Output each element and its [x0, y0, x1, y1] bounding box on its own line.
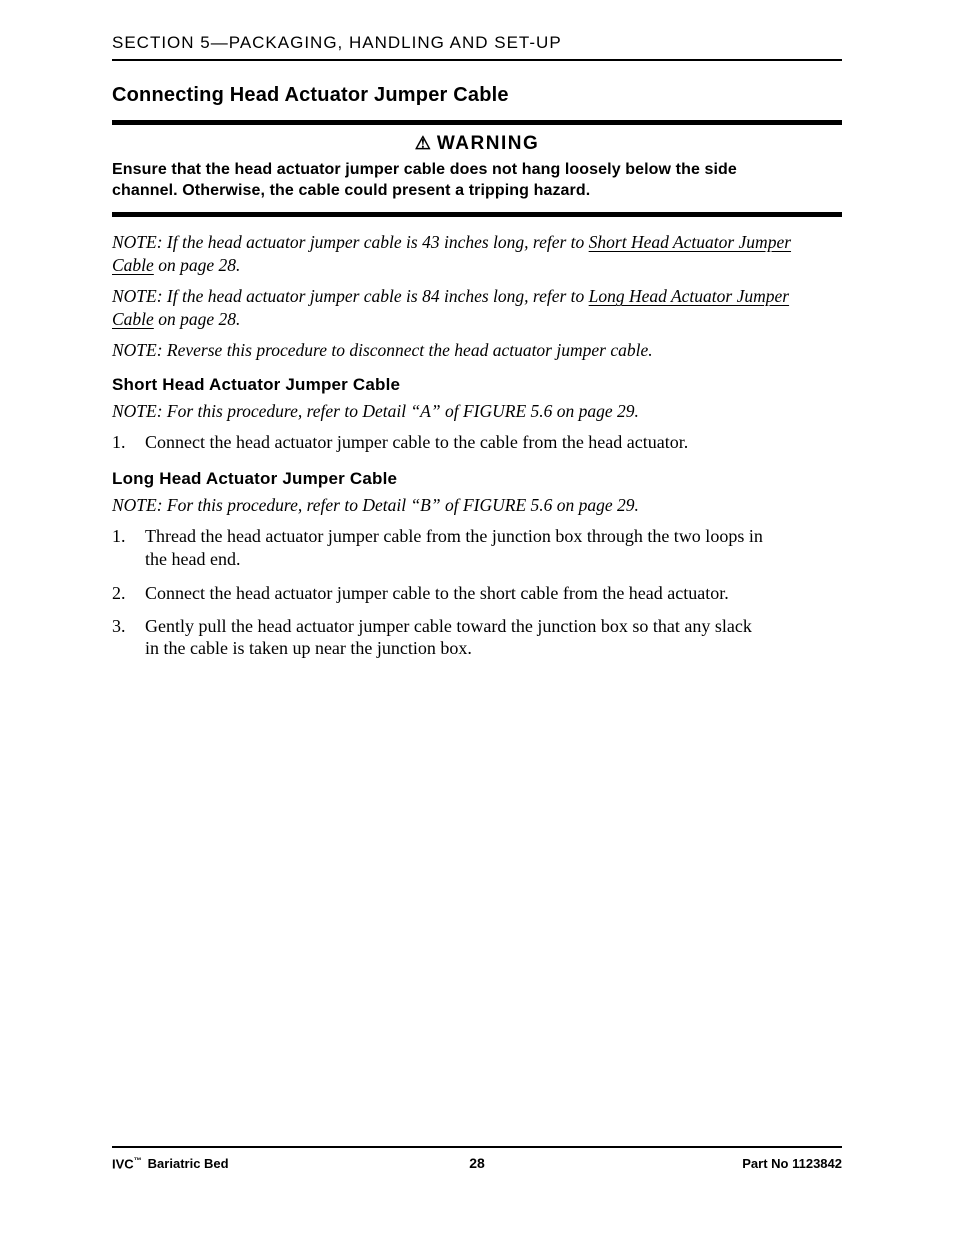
- cross-reference-link-long[interactable]: Long Head Actuator Jumper: [588, 286, 790, 306]
- item-text: Gently pull the head actuator jumper cable toward the junction box so that any slack in the cable is taken up near the junction box.: [145, 615, 752, 658]
- list-item: [112, 582, 842, 605]
- trademark-symbol: ™: [133, 1155, 142, 1165]
- note-short-cable-reference: NOTE: If the head actuator jumper cable is 43 inches long, refer to Short Head Actuator Jumper Cable on page 28.: [112, 232, 792, 275]
- footer-page-number: 28: [469, 1155, 485, 1171]
- list-item: [112, 525, 842, 570]
- item-text: Connect the head actuator jumper cable to the cable from the head actuator.: [145, 432, 689, 452]
- note-reverse-procedure: NOTE: Reverse this procedure to disconnect the head actuator jumper cable.: [112, 340, 653, 360]
- item-text: Connect the head actuator jumper cable to the short cable from the head actuator.: [145, 583, 729, 603]
- warning-heading: [112, 131, 842, 156]
- section-heading-short: Short Head Actuator Jumper Cable: [112, 374, 401, 394]
- warning-triangle-icon: ⚠: [414, 133, 431, 153]
- item-number: 3.: [112, 615, 126, 636]
- page-footer: [112, 1146, 842, 1171]
- note-long-cable-reference: NOTE: If the head actuator jumper cable is 84 inches long, refer to Long Head Actuator Jumper Cable on page 28.: [112, 286, 790, 329]
- section-note-long: NOTE: For this procedure, refer to Detail “B” of FIGURE 5.6 on page 29.: [112, 494, 639, 515]
- footer-part-number: Part No 1123842: [742, 1156, 842, 1171]
- warning-box: [112, 120, 842, 217]
- footer-brand: IVC™ Bariatric Bed: [112, 1155, 229, 1171]
- warning-label: WARNING: [436, 133, 540, 154]
- list-item: [112, 615, 842, 660]
- list-item: [112, 431, 842, 454]
- cross-reference-link-short-cont[interactable]: Cable: [112, 254, 154, 275]
- page-title: Connecting Head Actuator Jumper Cable: [112, 84, 509, 106]
- item-number: 1.: [112, 526, 126, 546]
- item-text: Thread the head actuator jumper cable from the junction box through the two loops in the head end.: [145, 526, 763, 569]
- item-number: 1.: [112, 432, 126, 452]
- item-number: 2.: [112, 583, 126, 603]
- section-note-short: NOTE: For this procedure, refer to Detail “A” of FIGURE 5.6 on page 29.: [112, 400, 639, 421]
- section-heading-long: Long Head Actuator Jumper Cable: [112, 468, 398, 488]
- cross-reference-link-short[interactable]: Short Head Actuator Jumper: [588, 232, 792, 252]
- running-header: SECTION 5—PACKAGING, HANDLING AND SET-UP: [112, 33, 842, 61]
- warning-text: Ensure that the head actuator jumper cable does not hang loosely below the side channel. Otherwise, the cable could present a tripping hazard.: [112, 161, 737, 199]
- cross-reference-link-long-cont[interactable]: Cable: [112, 308, 154, 329]
